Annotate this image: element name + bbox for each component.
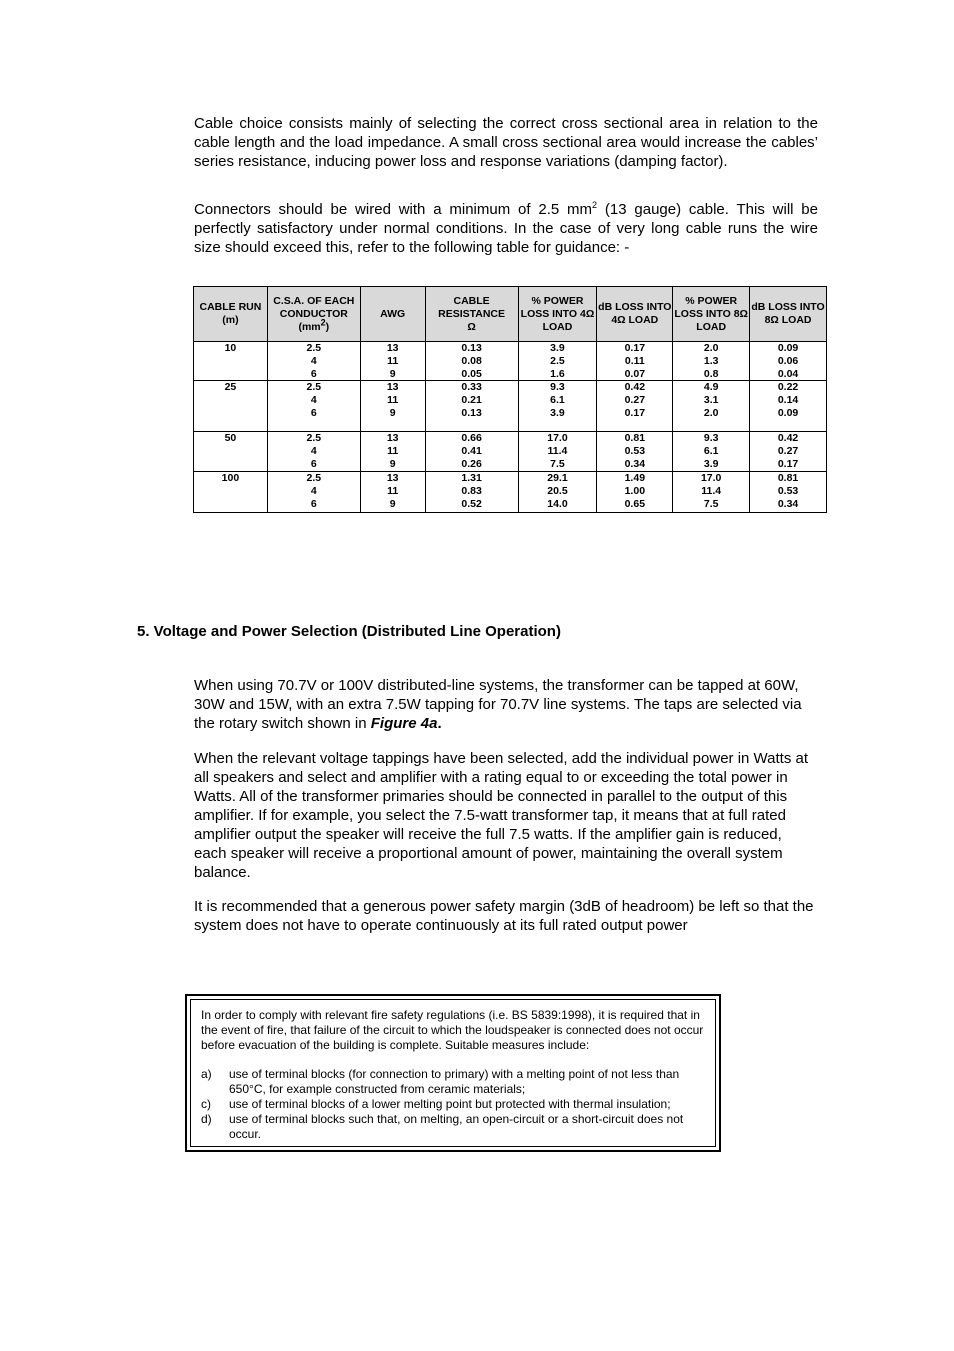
- section-paragraph-1: [194, 676, 818, 733]
- notice-item-text: use of terminal blocks (for connection to primary) with a melting point of not less than 650°C, for example constructed from ceramic materials;: [229, 1067, 680, 1096]
- cable-guidance-table: [193, 286, 827, 513]
- cell-value: 0.11: [624, 354, 645, 367]
- cell-csa: [267, 381, 360, 432]
- cell-csa: [267, 432, 360, 472]
- cell-value: 1.49: [624, 472, 646, 485]
- cell-resistance: [425, 342, 518, 381]
- cell-value: 11.4: [547, 445, 568, 458]
- section-heading: 5. Voltage and Power Selection (Distributed Line Operation): [137, 623, 561, 640]
- notice-list: [201, 1067, 705, 1142]
- header-resistance-unit: Ω: [467, 320, 476, 333]
- table-header-row: [194, 287, 827, 342]
- header-power-loss-8ohm: % POWER LOSS INTO 8Ω LOAD: [673, 287, 750, 342]
- cell-value: 11: [387, 485, 399, 498]
- cell-resistance: [425, 432, 518, 472]
- cell-value: 9: [389, 367, 396, 380]
- cell-value: 11: [387, 445, 399, 458]
- cell-value: 13: [386, 432, 399, 445]
- cell-value: 0.04: [777, 367, 799, 380]
- cell-resistance: [425, 472, 518, 513]
- section-paragraph-2: When the relevant voltage tappings have been selected, add the individual power in Watts at all speakers and select and amplifier with a rating equal to or exceeding the total power in Watts. All of the transformer primaries should be connected in parallel to the output of this amplifier. If for example, you select the 7.5-watt transformer tap, it means that at full rated amplifier output the speaker will receive the full 7.5 watts. If the amplifier gain is reduced, each speaker will receive a proportional amount of power, maintaining the overall system balance.: [194, 750, 808, 881]
- cell-value: 13: [386, 472, 399, 485]
- intro-paragraph-2: [194, 200, 818, 257]
- cell-value: 0.33: [461, 381, 482, 394]
- intro-paragraph-2-start: Connectors should be wired with a minimum of 2.5 mm: [194, 201, 593, 218]
- cell-power-loss-8ohm: [673, 472, 750, 513]
- cell-awg: [360, 472, 425, 513]
- header-awg: AWG: [360, 287, 425, 342]
- cell-value: 13: [386, 342, 399, 354]
- cell-value: 100: [221, 472, 240, 485]
- cell-value: 25: [224, 381, 237, 394]
- cell-value: 11.4: [701, 485, 722, 498]
- cell-value: 0.42: [777, 432, 799, 445]
- fire-safety-notice-box: [185, 994, 721, 1152]
- cell-db-loss-8ohm: [750, 472, 827, 513]
- cell-csa: [267, 342, 360, 381]
- cell-value: 2.5: [306, 472, 322, 485]
- cell-value: 0.26: [461, 457, 482, 470]
- cell-value: 29.1: [547, 472, 568, 485]
- cell-value: 6: [310, 457, 317, 470]
- cell-value: 0.66: [461, 432, 482, 445]
- table-row: [194, 432, 827, 472]
- section-paragraph-1-start: When using 70.7V or 100V distributed-line systems, the transformer can be tapped at 60W, 30W and 15W, with an extra 7.5W tapping for 70.7V line systems. The taps are selected via the rotary switch shown in: [194, 677, 802, 732]
- cell-value: 9.3: [703, 432, 719, 445]
- cell-value: 0.21: [461, 394, 482, 407]
- cell-value: 9.3: [550, 381, 565, 394]
- cell-power-loss-8ohm: [673, 381, 750, 432]
- header-resistance-label: CABLE RESISTANCE: [438, 294, 506, 320]
- header-db-loss-8ohm: dB LOSS INTO 8Ω LOAD: [750, 287, 827, 342]
- cell-value: 0.22: [777, 381, 799, 394]
- header-csa-label: C.S.A. OF EACH CONDUCTOR: [273, 294, 355, 320]
- cell-value: 0.06: [777, 354, 799, 367]
- cell-value: 7.5: [703, 497, 719, 510]
- cell-value: 0.52: [461, 497, 482, 510]
- cell-db-loss-8ohm: [750, 381, 827, 432]
- cell-value: 9: [389, 406, 396, 419]
- cell-value: 0.13: [461, 406, 482, 419]
- cell-value: 4.9: [703, 381, 719, 394]
- table-row: [194, 342, 827, 381]
- cell-value: 0.34: [777, 497, 799, 510]
- header-power-loss-4ohm: % POWER LOSS INTO 4Ω LOAD: [518, 287, 597, 342]
- notice-item-mark: a): [201, 1067, 212, 1081]
- cell-db-loss-4ohm: [597, 342, 673, 381]
- cell-value: 1.00: [624, 485, 646, 498]
- cell-value: 0.65: [624, 497, 646, 510]
- cell-value: 6: [310, 497, 317, 510]
- cell-value: 17.0: [700, 472, 722, 485]
- fire-safety-notice-inner: [190, 999, 716, 1147]
- cell-db-loss-4ohm: [597, 432, 673, 472]
- header-csa: [267, 287, 360, 342]
- cell-value: 11: [387, 354, 399, 367]
- notice-intro: In order to comply with relevant fire safety regulations (i.e. BS 5839:1998), it is required that in the event of fire, that failure of the circuit to which the loudspeaker is connected does not occur before evacuation of the building is complete. Suitable measures include:: [201, 1008, 704, 1052]
- cell-value: 4: [310, 485, 317, 498]
- cell-value: 0.09: [777, 406, 799, 419]
- header-csa-close: ): [325, 320, 330, 333]
- cell-value: 1.6: [550, 367, 565, 380]
- cell-value: 0.42: [624, 381, 646, 394]
- cell-value: 0.83: [461, 485, 482, 498]
- intro-paragraph-2-end: (13 gauge) cable. This will be perfectly satisfactory under normal conditions. In the case of very long cable runs the wire size should exceed this, refer to the following table for guidance: -: [194, 201, 818, 256]
- cell-db-loss-8ohm: [750, 432, 827, 472]
- cell-value: 0.81: [777, 472, 799, 485]
- notice-item: [201, 1067, 705, 1097]
- cell-value: 2.5: [306, 432, 322, 445]
- notice-item: [201, 1097, 705, 1112]
- notice-item: [201, 1112, 705, 1142]
- cell-value: 0.41: [461, 445, 482, 458]
- cell-value: 0.17: [624, 406, 646, 419]
- cell-value: 0.09: [777, 342, 799, 354]
- cell-value: 6.1: [550, 394, 565, 407]
- table-row: [194, 472, 827, 513]
- cell-cable-run: [194, 472, 268, 513]
- cell-cable-run: [194, 342, 268, 381]
- cell-value: 10: [224, 342, 237, 354]
- cell-value: 0.05: [461, 367, 482, 380]
- cell-awg: [360, 432, 425, 472]
- cell-value: 4: [310, 445, 317, 458]
- cell-db-loss-4ohm: [597, 472, 673, 513]
- cell-value: 3.9: [550, 342, 565, 354]
- cell-value: 2.5: [306, 342, 322, 354]
- notice-item-mark: d): [201, 1112, 212, 1126]
- cell-value: 6: [310, 406, 317, 419]
- cell-power-loss-4ohm: [518, 342, 597, 381]
- cell-value: 0.17: [777, 457, 799, 470]
- cell-value: 4: [310, 394, 317, 407]
- cell-value: 0.27: [777, 445, 799, 458]
- cell-value: 2.0: [703, 406, 719, 419]
- header-csa-sup: 2: [320, 317, 326, 327]
- cell-cable-run: [194, 432, 268, 472]
- cell-value: 3.9: [703, 457, 719, 470]
- cell-value: 0.17: [624, 342, 646, 354]
- cell-value: 0.27: [624, 394, 646, 407]
- figure-reference: Figure 4a: [370, 715, 438, 732]
- cell-value: 1.31: [461, 472, 482, 485]
- cell-value: 0.08: [461, 354, 482, 367]
- cell-db-loss-8ohm: [750, 342, 827, 381]
- header-resistance: [425, 287, 518, 342]
- cell-csa: [267, 472, 360, 513]
- cell-value: 2.0: [703, 342, 719, 354]
- cell-value: 3.1: [703, 394, 719, 407]
- notice-item-mark: c): [201, 1097, 211, 1111]
- cell-value: 0.53: [624, 445, 646, 458]
- cell-power-loss-4ohm: [518, 432, 597, 472]
- notice-item-text: use of terminal blocks such that, on melting, an open-circuit or a short-circuit does not occur.: [229, 1112, 684, 1141]
- section-paragraph-1-end: .: [437, 715, 442, 732]
- cell-value: 11: [387, 394, 399, 407]
- cell-resistance: [425, 381, 518, 432]
- cell-value: 0.81: [624, 432, 646, 445]
- cell-value: 0.8: [703, 367, 719, 380]
- cell-awg: [360, 381, 425, 432]
- cell-cable-run: [194, 381, 268, 432]
- cell-power-loss-4ohm: [518, 381, 597, 432]
- intro-paragraph-1: Cable choice consists mainly of selecting the correct cross sectional area in relation to the cable length and the load impedance. A small cross sectional area would increase the cables’ series resistance, inducing power loss and response variations (damping factor).: [194, 115, 818, 170]
- cell-value: 0.13: [461, 342, 482, 354]
- cell-value: 0.53: [777, 485, 799, 498]
- cell-power-loss-4ohm: [518, 472, 597, 513]
- cell-value: 2.5: [550, 354, 565, 367]
- notice-item-text: use of terminal blocks of a lower melting point but protected with thermal insulation;: [229, 1097, 671, 1111]
- cell-value: 50: [224, 432, 237, 445]
- cell-db-loss-4ohm: [597, 381, 673, 432]
- cell-value: 0.07: [624, 367, 646, 380]
- cell-value: 6.1: [703, 445, 719, 458]
- header-csa-unit: (mm: [298, 320, 321, 333]
- table-row: [194, 381, 827, 432]
- cell-value: 0.34: [624, 457, 646, 470]
- header-db-loss-4ohm: dB LOSS INTO 4Ω LOAD: [597, 287, 673, 342]
- cell-value: 4: [310, 354, 317, 367]
- cell-power-loss-8ohm: [673, 342, 750, 381]
- cell-value: 17.0: [547, 432, 568, 445]
- cell-value: 2.5: [306, 381, 322, 394]
- section-paragraph-3: It is recommended that a generous power safety margin (3dB of headroom) be left so that the system does not have to operate continuously at its full rated output power: [194, 898, 814, 934]
- cell-power-loss-8ohm: [673, 432, 750, 472]
- header-cable-run: CABLE RUN (m): [194, 287, 268, 342]
- cell-value: 9: [389, 497, 396, 510]
- squared-superscript: 2: [592, 200, 598, 210]
- cell-value: 14.0: [547, 497, 568, 510]
- cell-value: 0.14: [777, 394, 799, 407]
- cell-value: 3.9: [550, 406, 565, 419]
- cell-value: 13: [386, 381, 399, 394]
- cell-value: 6: [310, 367, 317, 380]
- cell-value: 7.5: [550, 457, 565, 470]
- cell-awg: [360, 342, 425, 381]
- cell-value: 20.5: [547, 485, 568, 498]
- cell-value: 9: [389, 457, 396, 470]
- cell-value: 1.3: [703, 354, 719, 367]
